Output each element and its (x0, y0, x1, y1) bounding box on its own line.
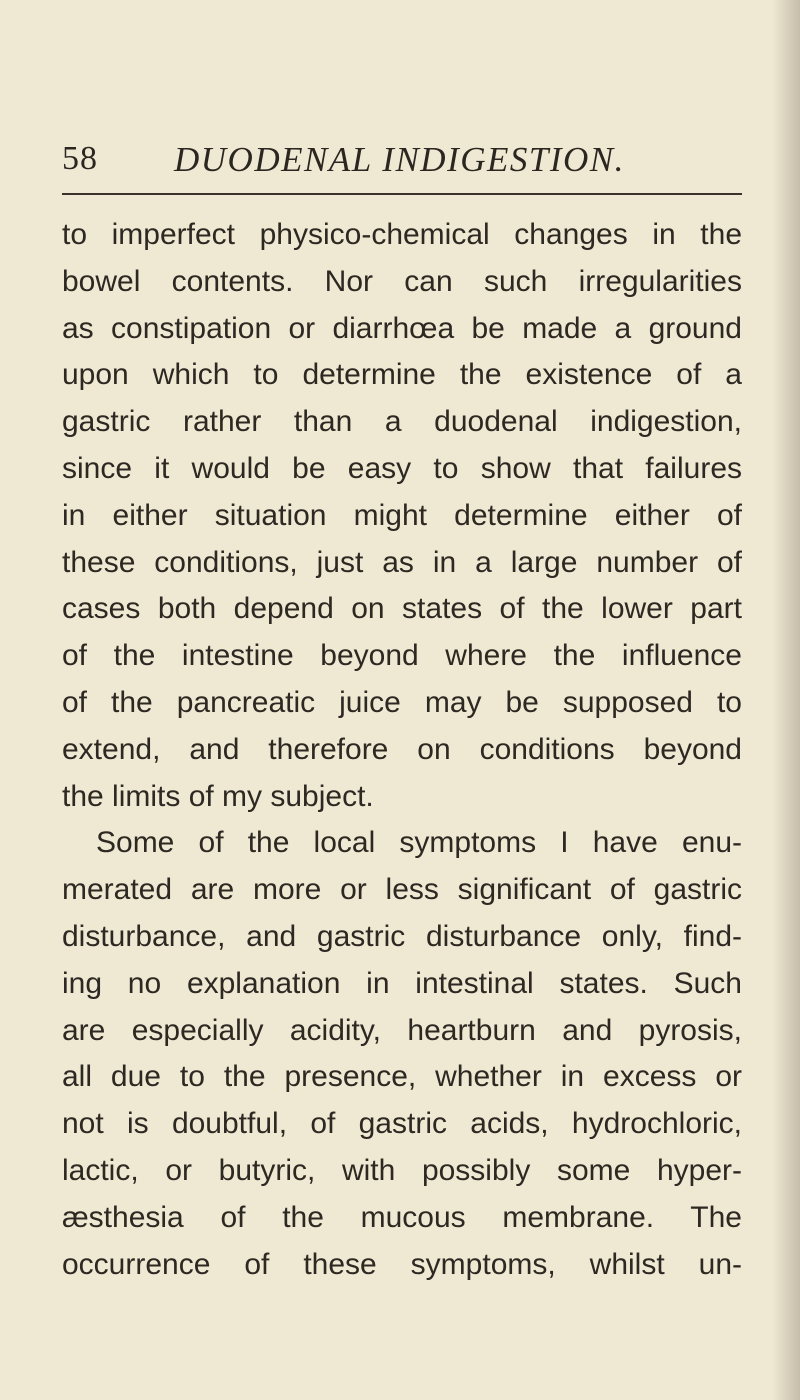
text-line: these conditions, just as in a large number of (62, 545, 742, 579)
text-line: gastric rather than a duodenal indigestion, (62, 405, 742, 439)
page-edge-shadow (772, 0, 800, 1400)
text-line: occurrence of these symptoms, whilst un- (62, 1247, 742, 1281)
text-line: of the pancreatic juice may be supposed to (62, 685, 742, 719)
text-line: are especially acidity, heartburn and pyrosis, (62, 1013, 742, 1047)
body-text (62, 212, 742, 1288)
text-line: cases both depend on states of the lower part (62, 592, 742, 626)
text-line: disturbance, and gastric disturbance only, find- (62, 919, 742, 953)
running-title: DUODENAL INDIGESTION. (174, 140, 625, 179)
text-line: all due to the presence, whether in excess or (62, 1060, 742, 1094)
text-line: since it would be easy to show that failures (62, 451, 742, 485)
text-line: extend, and therefore on conditions beyond (62, 732, 742, 766)
header-rule (62, 193, 742, 195)
text-line: as constipation or diarrhœa be made a ground (62, 311, 742, 345)
text-line: lactic, or butyric, with possibly some hyper- (62, 1153, 742, 1187)
text-line: in either situation might determine either of (62, 498, 742, 532)
text-line-paragraph-start: Some of the local symptoms I have enu- (96, 826, 742, 860)
text-line: bowel contents. Nor can such irregularities (62, 264, 742, 298)
text-line: upon which to determine the existence of a (62, 358, 742, 392)
text-line: of the intestine beyond where the influence (62, 639, 742, 673)
text-line: æsthesia of the mucous membrane. The (62, 1200, 742, 1234)
text-line: merated are more or less significant of gastric (62, 873, 742, 907)
text-line: ing no explanation in intestinal states. Such (62, 966, 742, 1000)
text-line-paragraph-end: the limits of my subject. (62, 779, 374, 813)
text-line: not is doubtful, of gastric acids, hydrochloric, (62, 1107, 742, 1141)
text-line: to imperfect physico-chemical changes in the (62, 218, 742, 251)
running-head (62, 140, 742, 184)
page-number: 58 (62, 140, 98, 177)
